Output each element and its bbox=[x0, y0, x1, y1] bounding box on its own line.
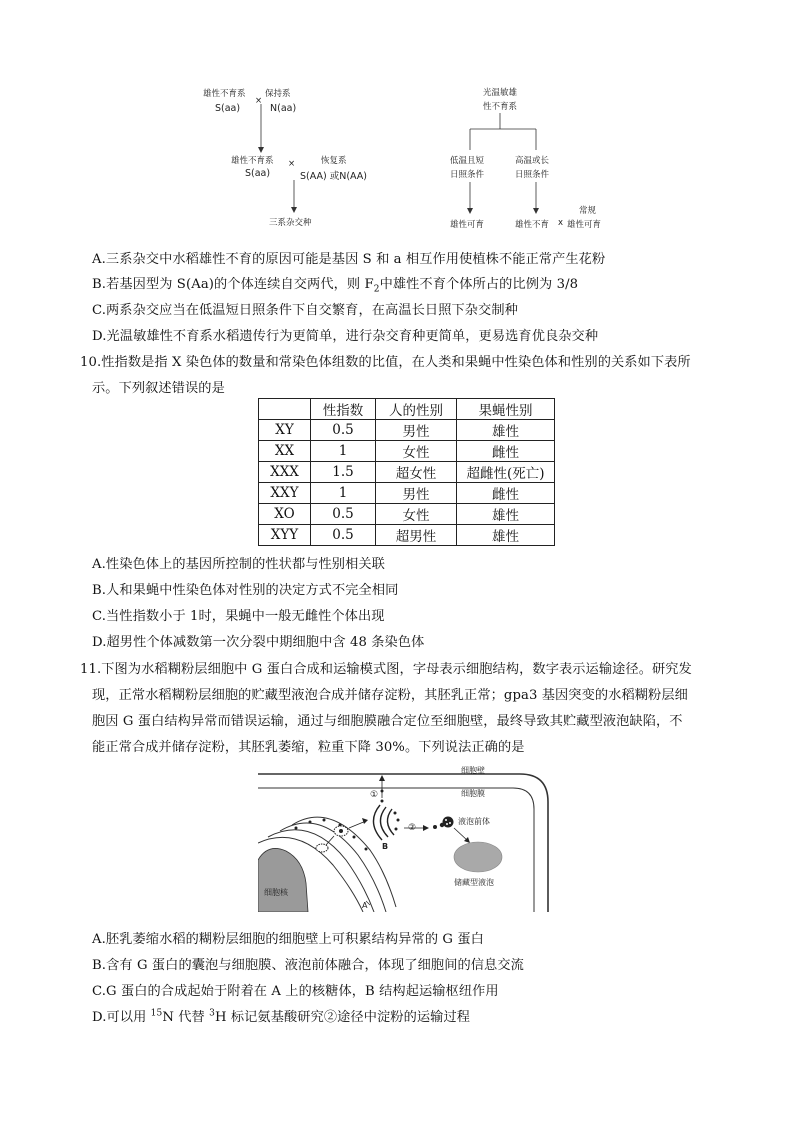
table-cell: XO bbox=[259, 504, 311, 525]
sex-index-table bbox=[258, 398, 555, 546]
q10-option-c: C.当性指数小于 1时，果蝇中一般无雌性个体出现 bbox=[92, 609, 385, 624]
nucleus-label: 细胞核 bbox=[264, 888, 288, 897]
cell-figure bbox=[258, 765, 550, 912]
diagram1-arrows bbox=[195, 82, 395, 232]
fertile-label: 雄性可育 bbox=[450, 220, 485, 230]
table-cell: 超雌性(死亡) bbox=[457, 462, 555, 483]
cell-figure-graphics bbox=[258, 765, 550, 912]
q11-option-c: C.G 蛋白的合成起始于附着在 A 上的核糖体，B 结构起运输枢纽作用 bbox=[92, 984, 499, 999]
q11-stem-3: 胞因 G 蛋白结构异常而错误运输，通过与细胞膜融合定位至细胞壁，最终导致其贮藏型液泡缺陷，不 bbox=[92, 714, 683, 729]
q11-option-a: A.胚乳萎缩水稻的糊粉层细胞的细胞壁上可积累结构异常的 G 蛋白 bbox=[92, 932, 484, 947]
table-cell: XXX bbox=[259, 462, 311, 483]
table-row bbox=[259, 504, 555, 525]
cross-symbol-2: × bbox=[288, 159, 296, 169]
q10-option-b: B.人和果蝇中性染色体对性别的决定方式不完全相同 bbox=[92, 583, 399, 598]
q10-stem-1: 10.性指数是指 X 染色体的数量和常染色体组数的比值，在人类和果蝇中性染色体和性别的关系如下表所 bbox=[80, 355, 691, 370]
table-row bbox=[259, 483, 555, 504]
q11-option-d-pre: D.可以用 bbox=[92, 1010, 151, 1025]
table-header-cell bbox=[259, 399, 311, 420]
table-row bbox=[259, 462, 555, 483]
ptgms-label-2: 性不育系 bbox=[483, 102, 518, 112]
vacuole-precursor-label: 液泡前体 bbox=[458, 817, 490, 826]
table-row bbox=[259, 420, 555, 441]
table-cell: 1 bbox=[311, 483, 376, 504]
q10-option-a: A.性染色体上的基因所控制的性状都与性别相关联 bbox=[92, 557, 385, 572]
normal-fertile-label: 雄性可育 bbox=[567, 220, 602, 230]
table-cell: XX bbox=[259, 441, 311, 462]
table-row bbox=[259, 525, 555, 546]
high-temp-cond-2: 日照条件 bbox=[515, 170, 550, 180]
table-cell: 男性 bbox=[376, 483, 457, 504]
table-cell: 雌性 bbox=[457, 441, 555, 462]
sterile-line-label: 雄性不育系 bbox=[203, 89, 246, 99]
cross-x: x bbox=[558, 218, 564, 228]
pathway-2-label: ② bbox=[408, 823, 417, 833]
cross-symbol: × bbox=[255, 96, 263, 106]
table-cell: XXY bbox=[259, 483, 311, 504]
two-line-diagram bbox=[440, 82, 620, 232]
table-header-row bbox=[259, 399, 555, 420]
low-temp-cond-2: 日照条件 bbox=[450, 170, 485, 180]
table-cell: 0.5 bbox=[311, 504, 376, 525]
q11-stem-2: 现，正常水稻糊粉层细胞的贮藏型液泡合成并储存淀粉，其胚乳正常；gpa3 基因突变的水稻糊粉层细 bbox=[92, 688, 688, 703]
q9-option-b-sub: 2 bbox=[373, 284, 380, 295]
q9-option-b-pre: B.若基因型为 S(Aa)的个体连续自交两代，则 F bbox=[92, 277, 374, 292]
table-cell: 男性 bbox=[376, 420, 457, 441]
q9-option-b-post: 中雄性不育个体所占的比例为 3/8 bbox=[379, 277, 579, 292]
table-row bbox=[259, 441, 555, 462]
normal-label: 常规 bbox=[579, 206, 597, 216]
table-header-cell: 果蝇性别 bbox=[457, 399, 555, 420]
table-cell: 女性 bbox=[376, 504, 457, 525]
table-cell: 0.5 bbox=[311, 420, 376, 441]
q11-stem-4: 能正常合成并储存淀粉，其胚乳萎缩，粒重下降 30%。下列说法正确的是 bbox=[92, 740, 525, 755]
q10-option-d: D.超男性个体减数第一次分裂中期细胞中含 48 条染色体 bbox=[92, 635, 425, 650]
q11-option-b: B.含有 G 蛋白的囊泡与细胞膜、液泡前体融合，体现了细胞间的信息交流 bbox=[92, 958, 524, 973]
three-line-diagram bbox=[195, 82, 395, 232]
sterile-label: 雄性不育 bbox=[515, 220, 550, 230]
table-cell: 1.5 bbox=[311, 462, 376, 483]
table-header-cell: 性指数 bbox=[311, 399, 376, 420]
cell-wall-label: 细胞壁 bbox=[461, 766, 485, 775]
q11-option-d-mid: N 代替 bbox=[162, 1010, 210, 1025]
table-cell: 0.5 bbox=[311, 525, 376, 546]
q11-option-d-post: H 标记氨基酸研究②途径中淀粉的运输过程 bbox=[214, 1010, 471, 1025]
q11-option-d bbox=[92, 1006, 470, 1025]
genotype-s-aa: S(aa) bbox=[215, 103, 241, 114]
maintainer-line-label: 保持系 bbox=[265, 89, 291, 99]
genotype-n-aa: N(aa) bbox=[270, 103, 297, 114]
q9-option-a: A.三系杂交中水稻雄性不育的原因可能是基因 S 和 a 相互作用使植株不能正常产生花粉 bbox=[92, 252, 606, 267]
diagram2-arrows bbox=[440, 82, 620, 232]
q11-option-d-sup1: 15 bbox=[150, 1008, 163, 1019]
q9-option-c: C.两系杂交应当在低温短日照条件下自交繁育，在高温长日照下杂交制种 bbox=[92, 303, 518, 318]
sterile-line-label-2: 雄性不育系 bbox=[231, 156, 274, 166]
table-cell: 雄性 bbox=[457, 525, 555, 546]
q11-stem-1: 11.下图为水稻糊粉层细胞中 G 蛋白合成和运输模式图，字母表示细胞结构，数字表示运输途径。研究发 bbox=[80, 662, 692, 677]
structure-a-label: A bbox=[362, 901, 368, 910]
ptgms-label-1: 光温敏雄 bbox=[483, 88, 518, 98]
low-temp-cond-1: 低温且短 bbox=[450, 156, 485, 166]
table-header-cell: 人的性别 bbox=[376, 399, 457, 420]
table-cell: 超男性 bbox=[376, 525, 457, 546]
three-line-hybrid-label: 三系杂交种 bbox=[269, 218, 312, 228]
restorer-genotype: S(AA) 或N(AA) bbox=[300, 171, 368, 182]
q9-option-b bbox=[92, 273, 578, 295]
storage-vacuole-label: 储藏型液泡 bbox=[454, 878, 494, 887]
q11-option-d-sup2: 3 bbox=[209, 1008, 215, 1019]
table-cell: XY bbox=[259, 420, 311, 441]
table-cell: 女性 bbox=[376, 441, 457, 462]
table-cell: 1 bbox=[311, 441, 376, 462]
table-cell: 超女性 bbox=[376, 462, 457, 483]
structure-b-label: B bbox=[382, 842, 389, 851]
table-cell: 雄性 bbox=[457, 504, 555, 525]
pathway-1-label: ① bbox=[370, 790, 379, 800]
table-cell: 雄性 bbox=[457, 420, 555, 441]
genotype-s-aa-2: S(aa) bbox=[245, 168, 271, 179]
table-cell: XYY bbox=[259, 525, 311, 546]
q9-option-d: D.光温敏雄性不育系水稻遗传行为更简单，进行杂交育种更简单，更易选育优良杂交种 bbox=[92, 329, 599, 344]
table-cell: 雌性 bbox=[457, 483, 555, 504]
cell-membrane-label: 细胞膜 bbox=[461, 789, 485, 798]
high-temp-cond-1: 高温或长 bbox=[515, 156, 550, 166]
q10-stem-2: 示。下列叙述错误的是 bbox=[92, 381, 225, 396]
restorer-line-label: 恢复系 bbox=[321, 156, 347, 166]
